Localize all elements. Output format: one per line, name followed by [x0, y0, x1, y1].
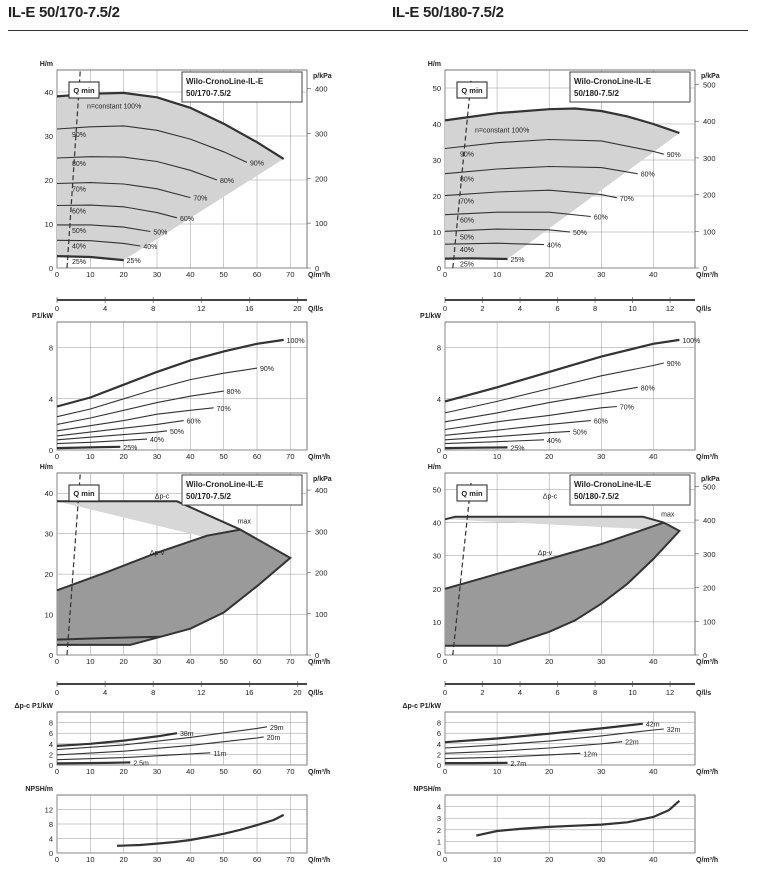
series-label: 70%: [193, 195, 208, 203]
y-tick-label: 0: [48, 264, 53, 273]
series-line-20m: [57, 737, 264, 755]
x-tick-label: 70: [286, 767, 295, 776]
y-tick-label: 3: [436, 814, 441, 824]
x-tick-label: 0: [54, 855, 60, 864]
y-tick-label: 0: [48, 849, 53, 858]
series-line-25: [57, 447, 120, 448]
y-tick-label: 8: [436, 718, 441, 728]
series-label: 40%: [150, 437, 165, 445]
x-tick-label: 10: [86, 855, 95, 864]
y2-tick-label: 300: [315, 129, 328, 139]
x-tick-label: 20: [544, 657, 554, 666]
y-tick-label: 0: [48, 446, 53, 455]
y-tick-label: 0: [436, 651, 441, 660]
y-tick-label: 0: [436, 264, 441, 273]
x-axis-label: Q/m³/h: [308, 659, 331, 666]
series-label: 60%: [593, 214, 608, 222]
x-tick-label: 20: [544, 452, 554, 461]
x-tick-label: 0: [54, 270, 60, 279]
y2-tick-label: 200: [703, 190, 716, 200]
dp-v-region: [445, 523, 679, 646]
x2-tick-label: 0: [442, 688, 448, 697]
chart-r1: [428, 61, 720, 313]
y2-tick-label: 200: [315, 568, 328, 578]
y-tick-label: 2: [436, 825, 441, 835]
max-label: max: [237, 518, 251, 526]
series-label: 70%: [216, 405, 231, 413]
y-tick-label: 20: [432, 584, 441, 594]
x2-tick-label: 4: [517, 688, 523, 697]
series-pct-label: 60%: [72, 208, 87, 216]
y-tick-label: 4: [436, 394, 441, 404]
x-tick-label: 30: [152, 855, 162, 864]
y-tick-label: 2: [436, 750, 441, 760]
x-tick-label: 30: [152, 767, 162, 776]
y-tick-label: 2: [48, 750, 53, 760]
x2-axis-label: Q/l/s: [696, 690, 712, 697]
series-pct-label: 60%: [460, 217, 475, 225]
x-axis-label: Q/m³/h: [308, 454, 331, 461]
x2-tick-label: 20: [293, 688, 302, 697]
series-line-NPSH: [117, 815, 284, 846]
x-tick-label: 20: [544, 855, 554, 864]
y2-tick-label: 100: [315, 219, 328, 229]
series-line-60: [445, 421, 591, 436]
x-tick-label: 50: [219, 657, 228, 666]
series-label: 100%: [682, 337, 701, 345]
y2-tick-label: 400: [703, 117, 716, 127]
x-tick-label: 30: [597, 270, 606, 279]
qmin-label: Q min: [461, 86, 483, 95]
series-label: 50%: [573, 230, 588, 237]
x2-tick-label: 0: [54, 688, 60, 697]
x-axis-label: Q/m³/h: [308, 857, 331, 864]
series-label: 25%: [510, 257, 525, 264]
series-line-25: [445, 447, 508, 448]
x-tick-label: 40: [649, 657, 658, 666]
y-tick-label: 0: [48, 651, 53, 660]
y-tick-label: 50: [432, 84, 441, 93]
y-axis-label: H/m: [39, 61, 53, 68]
series-line-40: [57, 439, 147, 444]
left-pump-title: IL-E 50/170-7.5/2: [8, 4, 120, 21]
x-tick-label: 40: [186, 855, 195, 864]
x-tick-label: 70: [286, 657, 295, 666]
chart-title-line-1: Wilo-CronoLine-IL-E: [186, 480, 264, 489]
x-axis-label: Q/m³/h: [696, 769, 719, 776]
y2-tick-label: 300: [703, 153, 716, 163]
chart-title-line-2: 50/180-7.5/2: [574, 89, 619, 98]
series-line-25m: [57, 762, 130, 763]
x2-tick-label: 12: [197, 688, 206, 697]
x2-tick-label: 0: [442, 304, 448, 313]
x-tick-label: 20: [119, 855, 128, 864]
x-tick-label: 20: [119, 270, 128, 279]
y-tick-label: 40: [432, 120, 441, 129]
y2-tick-label: 200: [315, 174, 328, 184]
series-label: 2.7m: [510, 760, 527, 768]
y-axis-label: H/m: [427, 464, 441, 471]
series-label: n=constant 100%: [475, 127, 530, 135]
series-label: 90%: [250, 160, 265, 168]
x-tick-label: 40: [186, 270, 195, 279]
y2-tick-label: 0: [315, 264, 320, 273]
y-tick-label: 8: [48, 718, 53, 728]
chart-title-line-1: Wilo-CronoLine-IL-E: [186, 77, 264, 86]
x-axis-label: Q/m³/h: [308, 272, 331, 279]
x2-tick-label: 2: [480, 304, 485, 313]
x2-tick-label: 6: [555, 688, 560, 697]
qmin-label: Q min: [461, 489, 483, 498]
x-tick-label: 50: [219, 452, 228, 461]
series-line-100: [57, 340, 284, 407]
series-line-40: [445, 440, 544, 444]
x-axis-label: Q/m³/h: [696, 659, 719, 666]
series-label: 60%: [180, 215, 195, 223]
plot-frame: [445, 795, 695, 853]
y-tick-label: 10: [432, 617, 441, 627]
x2-axis-label: Q/l/s: [308, 306, 324, 313]
x-tick-label: 50: [219, 855, 228, 864]
y2-tick-label: 0: [315, 651, 320, 660]
x2-tick-label: 0: [54, 304, 60, 313]
x2-tick-label: 16: [245, 688, 254, 697]
chart-l5: [25, 786, 330, 864]
series-label: 2.5m: [133, 760, 149, 768]
x2-tick-label: 20: [293, 304, 302, 313]
series-label: 40%: [546, 437, 561, 445]
x2-tick-label: 4: [102, 304, 108, 313]
x2-tick-label: 8: [151, 304, 156, 313]
x-tick-label: 10: [492, 855, 502, 864]
x-tick-label: 20: [119, 452, 128, 461]
y-axis-label: NPSH/m: [25, 786, 53, 793]
x-tick-label: 10: [492, 270, 502, 279]
series-label: 50%: [170, 428, 185, 436]
y-tick-label: 50: [432, 485, 441, 495]
y-tick-label: 12: [44, 805, 53, 815]
series-label: 25%: [510, 445, 525, 453]
x-tick-label: 0: [54, 767, 60, 776]
chart-r2: [420, 313, 718, 461]
x-tick-label: 50: [219, 270, 228, 279]
x-tick-label: 20: [544, 767, 554, 776]
y-tick-label: 8: [48, 343, 53, 353]
series-label: 70%: [619, 404, 634, 412]
x-tick-label: 60: [252, 855, 262, 864]
y2-axis-label: p/kPa: [313, 476, 332, 483]
x-tick-label: 0: [442, 767, 448, 776]
plot-frame: [445, 322, 695, 453]
y-tick-label: 10: [432, 228, 441, 237]
chart-title-line-2: 50/180-7.5/2: [574, 492, 619, 501]
series-pct-label: 40%: [460, 247, 475, 255]
series-label: 40%: [143, 244, 158, 251]
y-axis-label: Δp-c P1/kW: [14, 703, 53, 710]
series-label: 60%: [593, 418, 608, 426]
y-tick-label: 4: [48, 739, 53, 749]
y-tick-label: 4: [48, 394, 53, 404]
x-tick-label: 10: [86, 767, 95, 776]
x2-tick-label: 16: [245, 304, 254, 313]
y2-axis-label: p/kPa: [701, 73, 720, 80]
chart-title-line-1: Wilo-CronoLine-IL-E: [574, 77, 652, 86]
y2-tick-label: 300: [703, 549, 716, 559]
series-pct-label: 50%: [72, 227, 87, 235]
x-tick-label: 0: [442, 855, 448, 864]
y2-tick-label: 0: [703, 651, 708, 660]
x-tick-label: 30: [597, 657, 606, 666]
x-axis-label: Q/m³/h: [696, 272, 719, 279]
y-tick-label: 30: [44, 529, 53, 539]
series-label: 40%: [546, 242, 561, 250]
x-tick-label: 60: [252, 452, 262, 461]
series-label: 20m: [266, 734, 281, 742]
x2-tick-label: 8: [592, 688, 598, 697]
x-tick-label: 10: [492, 452, 502, 461]
x-tick-label: 40: [186, 767, 195, 776]
y2-axis-label: p/kPa: [313, 73, 332, 80]
series-label: 50%: [153, 229, 168, 237]
x-tick-label: 0: [442, 452, 448, 461]
series-line-29m: [57, 727, 267, 750]
x2-axis-label: Q/l/s: [696, 306, 712, 313]
x-tick-label: 30: [152, 270, 162, 279]
x-tick-label: 20: [119, 657, 128, 666]
x-tick-label: 60: [252, 657, 262, 666]
x2-tick-label: 12: [665, 304, 675, 313]
chart-r4: [403, 703, 719, 776]
y2-tick-label: 100: [703, 227, 716, 237]
qmin-label: Q min: [73, 86, 95, 95]
y-tick-label: 4: [436, 802, 441, 812]
chart-l3: [40, 464, 332, 697]
y-tick-label: 0: [436, 446, 441, 455]
right-pump-title: IL-E 50/180-7.5/2: [392, 4, 504, 21]
y-tick-label: 0: [48, 761, 53, 770]
series-label: 38m: [180, 731, 194, 739]
y-tick-label: 30: [432, 551, 441, 561]
series-label: 80%: [640, 171, 655, 179]
y-axis-label: P1/kW: [419, 313, 441, 320]
series-pct-label: 40%: [72, 243, 87, 251]
x-tick-label: 30: [597, 767, 606, 776]
x2-tick-label: 4: [102, 688, 108, 697]
dp-c-label: Δp-c: [154, 493, 170, 501]
series-pct-label: 70%: [72, 186, 87, 194]
x-tick-label: 60: [252, 270, 262, 279]
y-axis-label: H/m: [427, 61, 441, 68]
dp-c-label: Δp-c: [542, 493, 558, 501]
x-tick-label: 10: [86, 270, 95, 279]
x2-tick-label: 10: [628, 688, 637, 697]
series-label: 100%: [286, 337, 305, 345]
y-tick-label: 40: [432, 518, 441, 528]
y-tick-label: 8: [436, 343, 441, 353]
y2-tick-label: 500: [703, 80, 716, 90]
y2-tick-label: 0: [703, 264, 708, 273]
x-tick-label: 70: [286, 270, 295, 279]
series-label: 25%: [123, 444, 138, 452]
x-tick-label: 0: [442, 657, 448, 666]
y-tick-label: 4: [436, 739, 441, 749]
series-label: 25%: [126, 258, 141, 266]
series-label: 11m: [213, 750, 227, 758]
series-label: 12m: [583, 751, 598, 759]
series-label: 29m: [270, 724, 284, 732]
x-axis-label: Q/m³/h: [308, 769, 331, 776]
chart-title-line-2: 50/170-7.5/2: [186, 89, 231, 98]
x-axis-label: Q/m³/h: [696, 454, 719, 461]
x-tick-label: 40: [649, 270, 658, 279]
y2-tick-label: 400: [315, 486, 328, 496]
series-pct-label: 80%: [72, 161, 87, 168]
y-tick-label: 0: [436, 761, 441, 770]
qmin-label: Q min: [73, 489, 95, 498]
series-label: 80%: [640, 385, 655, 393]
y2-tick-label: 400: [703, 516, 716, 526]
x-tick-label: 30: [597, 855, 606, 864]
y-tick-label: 0: [436, 849, 441, 858]
chart-l2: [32, 313, 330, 461]
y2-tick-label: 300: [315, 527, 328, 537]
y-tick-label: 30: [432, 156, 441, 165]
series-label: 80%: [220, 178, 235, 185]
x-tick-label: 20: [544, 270, 554, 279]
y2-tick-label: 400: [315, 84, 328, 94]
series-label: n=constant 100%: [87, 103, 142, 111]
series-label: 90%: [666, 152, 681, 160]
series-label: 80%: [226, 389, 241, 397]
dp-v-label: Δp-v: [149, 549, 165, 557]
series-pct-label: 90%: [460, 151, 475, 159]
operating-area: [57, 93, 284, 260]
x-tick-label: 30: [597, 452, 606, 461]
chart-l4: [15, 703, 331, 776]
series-label: 70%: [619, 195, 634, 203]
y2-tick-label: 500: [703, 482, 716, 492]
y-tick-label: 6: [48, 729, 53, 739]
x-tick-label: 40: [186, 452, 195, 461]
y-tick-label: 20: [44, 570, 53, 580]
y-tick-label: 30: [44, 132, 53, 141]
y-tick-label: 20: [432, 192, 441, 201]
x-tick-label: 10: [492, 767, 502, 776]
y-tick-label: 40: [44, 489, 53, 499]
x-tick-label: 10: [86, 452, 95, 461]
y-tick-label: 8: [48, 820, 53, 829]
series-pct-label: 90%: [72, 131, 87, 139]
y2-axis-label: p/kPa: [701, 476, 720, 483]
x2-tick-label: 2: [480, 688, 485, 697]
x-tick-label: 40: [649, 767, 658, 776]
x-tick-label: 0: [442, 270, 448, 279]
series-pct-label: 25%: [72, 259, 87, 267]
series-pct-label: 50%: [460, 234, 475, 242]
x2-tick-label: 12: [665, 688, 675, 697]
y2-tick-label: 200: [703, 583, 716, 593]
x2-axis-label: Q/l/s: [308, 690, 324, 697]
y2-tick-label: 100: [315, 609, 328, 619]
chart-title-line-1: Wilo-CronoLine-IL-E: [574, 480, 652, 489]
x-tick-label: 20: [119, 767, 128, 776]
x-tick-label: 30: [152, 657, 162, 666]
x-tick-label: 10: [86, 657, 95, 666]
series-pct-label: 80%: [460, 176, 475, 184]
x-tick-label: 70: [286, 855, 295, 864]
x2-tick-label: 6: [555, 304, 560, 313]
x2-tick-label: 12: [197, 304, 206, 313]
y-axis-label: Δp-c P1/kW: [402, 703, 441, 710]
x-tick-label: 10: [492, 657, 502, 666]
x-tick-label: 60: [252, 767, 262, 776]
chart-r5: [413, 786, 718, 864]
x2-tick-label: 8: [592, 304, 598, 313]
chart-l1: [40, 61, 332, 313]
x-tick-label: 0: [54, 452, 60, 461]
series-pct-label: 25%: [460, 261, 475, 269]
x-tick-label: 40: [649, 452, 658, 461]
series-line-12m: [445, 753, 580, 758]
x-tick-label: 70: [286, 452, 295, 461]
dp-v-label: Δp-v: [537, 549, 553, 557]
y-axis-label: H/m: [39, 464, 53, 471]
y-tick-label: 10: [44, 220, 53, 229]
series-label: 90%: [260, 366, 275, 374]
chart-title-line-2: 50/170-7.5/2: [186, 492, 231, 501]
x-axis-label: Q/m³/h: [696, 857, 719, 864]
x-tick-label: 30: [152, 452, 162, 461]
x-tick-label: 0: [54, 657, 60, 666]
y2-tick-label: 100: [703, 617, 716, 627]
y-axis-label: NPSH/m: [413, 786, 441, 793]
series-label: 32m: [666, 726, 681, 734]
x2-tick-label: 4: [517, 304, 523, 313]
y-tick-label: 40: [44, 88, 53, 97]
series-label: 22m: [625, 739, 639, 747]
chart-r3: [428, 464, 720, 697]
series-line-25: [445, 258, 508, 259]
x-tick-label: 40: [649, 855, 658, 864]
max-label: max: [661, 511, 675, 519]
x2-tick-label: 8: [151, 688, 156, 697]
series-label: 60%: [186, 418, 201, 426]
y-tick-label: 4: [48, 834, 53, 844]
y-tick-label: 6: [436, 729, 441, 739]
series-label: 50%: [573, 429, 588, 437]
series-label: 90%: [666, 360, 681, 368]
x-tick-label: 40: [186, 657, 195, 666]
y-tick-label: 10: [44, 610, 53, 620]
y-tick-label: 20: [44, 176, 53, 185]
x-tick-label: 50: [219, 767, 228, 776]
series-label: 42m: [645, 721, 660, 729]
x2-tick-label: 10: [628, 304, 637, 313]
y-axis-label: P1/kW: [31, 313, 53, 320]
series-pct-label: 70%: [460, 198, 475, 206]
y-tick-label: 1: [436, 837, 441, 847]
